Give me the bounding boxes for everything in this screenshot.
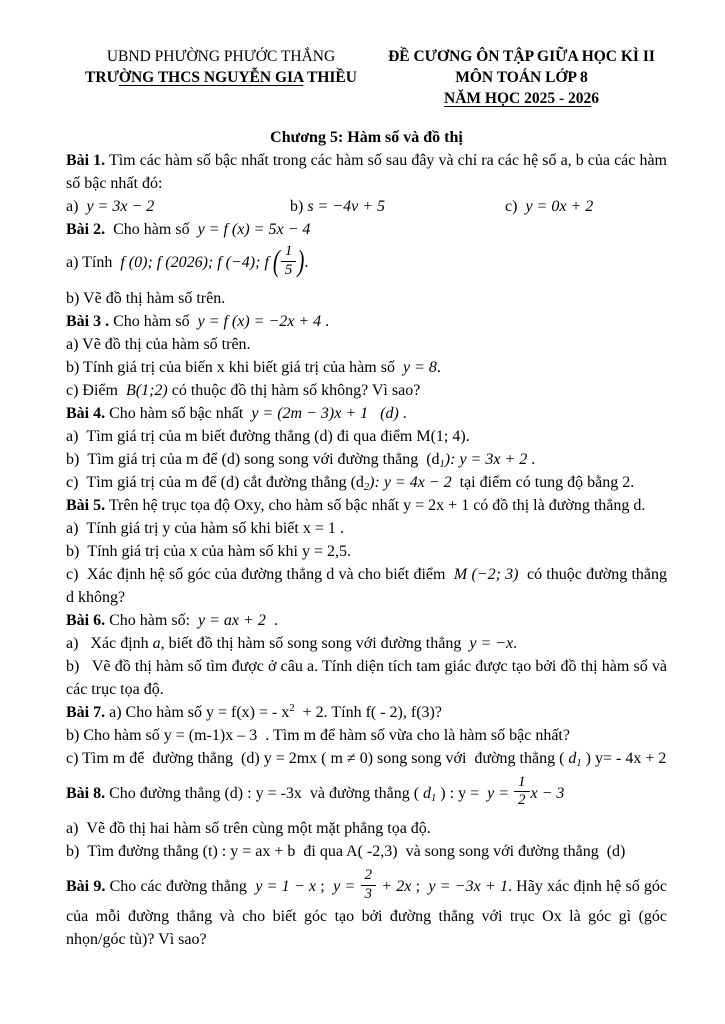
- exercise-1-text: Tìm các hàm số bậc nhất trong các hàm số sau đây và chỉ ra các hệ số a, b của các hàm số bậc nhất đó:: [66, 152, 667, 192]
- exercise-4-item-c: [66, 471, 667, 494]
- item-a-end: + 2. Tính f( - 2), f(3)?: [294, 703, 442, 721]
- item-c-end: ) y= - 4x + 2: [581, 749, 667, 767]
- item-b-formula: ): y = 3x + 2: [444, 450, 528, 468]
- item-a-text: a) Cho hàm số y = f(x) = - x: [105, 703, 290, 721]
- item-c-formula: ): y = 4x − 2: [369, 473, 452, 491]
- item-c-text: c) Xác định hệ số góc của đường thẳng d và cho biết điểm: [66, 565, 454, 583]
- fraction-numerator: 2: [361, 868, 377, 886]
- item-c-formula: y = 0x + 2: [525, 198, 594, 215]
- exercise-6-item-a: [66, 632, 667, 655]
- fraction-one-fifth: [281, 244, 297, 279]
- document-title-line3: [376, 88, 667, 109]
- exercise-7-label: Bài 7.: [66, 703, 106, 721]
- item-a-var: a: [152, 634, 161, 652]
- exercise-5-item-a: a) Tính giá trị y của hàm số khi biết x = 1 .: [66, 519, 344, 537]
- school-name-post: THIỀU: [303, 69, 357, 86]
- exercise-6-intro: Cho hàm số:: [105, 611, 199, 629]
- header-org-name: UBND PHƯỜNG PHƯỚC THẮNG: [106, 48, 336, 65]
- subscript-1: 1: [576, 757, 582, 769]
- fraction-numerator: 1: [281, 244, 297, 262]
- exercise-2-item-a: [66, 243, 667, 281]
- exercise-5: [66, 494, 667, 517]
- exercise-5-intro: Trên hệ trục tọa độ Oxy, cho hàm số bậc nhất y = 2x + 1 có đồ thị là đường thẳng d.: [105, 496, 646, 514]
- subscript-2: 2: [363, 481, 370, 493]
- item-a-formula: f (0); f (2026); f (−4); f: [120, 253, 273, 271]
- exercise-7-item-c: [66, 747, 667, 770]
- item-c-text: c) Tìm m để đường thẳng (d) y = 2mx ( m ≠ 0) song song với đường thẳng (: [66, 749, 569, 767]
- item-b-formula: s = −4v + 5: [307, 198, 386, 215]
- item-c-formula: B(1;2): [125, 381, 168, 399]
- exercise-3-formula: y = f (x) = −2x + 4: [197, 312, 322, 330]
- formula-post: x − 3: [530, 784, 565, 802]
- exercise-8-mid: ) : y =: [436, 784, 488, 802]
- item-b-text: b) Tìm giá trị của m để (d) song song với đường thẳng (d: [66, 450, 440, 468]
- school-year-underlined: NĂM HỌC 2025 - 202: [444, 90, 592, 107]
- item-c-end: có thuộc đồ thị hàm số không? Vì sao?: [167, 381, 421, 399]
- exercise-1-item-c: [505, 195, 667, 218]
- exercise-4-end: .: [398, 404, 407, 422]
- header-title-block: [376, 46, 667, 109]
- item-c-prefix: c): [505, 198, 526, 215]
- subscript-1: 1: [431, 792, 437, 804]
- fraction-denominator: 3: [364, 885, 372, 902]
- exercise-3-end: .: [321, 312, 330, 330]
- header-school-block: [66, 46, 376, 109]
- fraction-one-half: [514, 775, 530, 810]
- line-d-var: d: [423, 784, 432, 802]
- exercise-6-label: Bài 6.: [66, 611, 106, 629]
- item-a-formula: y = −x: [469, 634, 514, 652]
- formula-pre: y =: [487, 784, 513, 802]
- exercise-3-label: Bài 3 .: [66, 312, 110, 330]
- formula-1: y = 1 − x: [255, 877, 317, 895]
- formula-3: y = −3x + 1: [428, 877, 508, 895]
- exercise-2: [66, 218, 667, 241]
- item-c-text: c) Điểm: [66, 381, 126, 399]
- subscript-1: 1: [439, 458, 445, 470]
- exercise-2-formula: y = f (x) = 5x − 4: [197, 221, 311, 238]
- item-a-text: a) Tính: [66, 253, 121, 271]
- superscript-2: 2: [289, 702, 295, 714]
- document-header: [66, 46, 667, 109]
- exercise-3-item-a: a) Vẽ đồ thị của hàm số trên.: [66, 335, 251, 353]
- school-name-pre: TRƯ: [85, 69, 119, 86]
- exercise-7-item-b: b) Cho hàm số y = (m-1)x – 3 . Tìm m để hàm số vừa cho là hàm số bậc nhất?: [66, 726, 570, 744]
- item-a-end: .: [513, 634, 518, 652]
- exercise-8-label: Bài 8.: [66, 784, 106, 802]
- chapter-title: Chương 5: Hàm số và đồ thị: [270, 129, 463, 146]
- document-title-line1: ĐỀ CƯƠNG ÔN TẬP GIỮA HỌC KÌ II: [388, 48, 655, 65]
- exercise-4-intro: Cho hàm số bậc nhất: [105, 404, 252, 422]
- exercise-9-label: Bài 9.: [66, 877, 106, 895]
- item-b-formula: y = 8: [402, 358, 437, 376]
- school-year-post: 6: [591, 90, 599, 107]
- exercise-5-item-c: [66, 563, 667, 609]
- exercise-8-item-b: b) Tìm đường thẳng (t) : y = ax + b đi qua A( -2,3) và song song với đường thẳng (d): [66, 843, 626, 860]
- item-b-end: .: [527, 450, 536, 468]
- separator-2: ;: [411, 877, 429, 895]
- fraction-two-thirds: [361, 868, 377, 903]
- formula-2-post: + 2x: [377, 877, 412, 895]
- exercise-3-intro: Cho hàm số: [109, 312, 198, 330]
- exercise-9-intro: Cho các đường thẳng: [105, 877, 256, 895]
- exercise-1-item-b: [290, 195, 505, 218]
- exercise-4: [66, 402, 667, 425]
- school-name-underlined: ỜNG THCS NGUYỄN GIA: [118, 69, 304, 86]
- item-a-text: a) Xác định: [66, 634, 153, 652]
- exercise-2-item-b: b) Vẽ đồ thị hàm số trên.: [66, 289, 226, 307]
- header-school-name: [66, 67, 376, 88]
- exercise-4-item-a: a) Tìm giá trị của m biết đường thẳng (d) đi qua điểm M(1; 4).: [66, 427, 470, 445]
- exercise-5-label: Bài 5.: [66, 496, 106, 514]
- item-b-end: .: [436, 358, 441, 376]
- item-c-end: có thuộc đường thẳng d không?: [66, 565, 668, 606]
- item-a-mid: , biết đồ thị hàm số song song với đường thẳng: [160, 634, 470, 652]
- item-a-prefix: a): [66, 198, 87, 215]
- exercise-2-label: Bài 2.: [66, 221, 106, 238]
- exercise-6-formula: y = ax + 2: [198, 611, 266, 629]
- exercise-6-item-b: b) Vẽ đồ thị hàm số tìm được ở câu a. Tính diện tích tam giác được tạo bởi đồ thị hàm số và các trục tọa độ.: [66, 657, 667, 698]
- exercise-1-items: [66, 195, 667, 218]
- exercise-7: [66, 701, 667, 724]
- fraction-numerator: 1: [514, 775, 530, 793]
- exercise-4-label: Bài 4.: [66, 404, 106, 422]
- exercise-1-item-a: [66, 195, 290, 218]
- fraction-denominator: 5: [284, 261, 293, 278]
- exercise-3-item-b: [66, 356, 667, 379]
- exercise-3: [66, 310, 667, 333]
- item-b-text: b) Tính giá trị của biến x khi biết giá trị của hàm số: [66, 358, 403, 376]
- separator-1: ;: [316, 877, 334, 895]
- exercise-8-item-a: a) Vẽ đồ thị hai hàm số trên cùng một mặt phẳng tọa độ.: [66, 820, 431, 837]
- exercise-1: [66, 149, 667, 195]
- exercise-9: [66, 867, 668, 951]
- exercise-2-intro: Cho hàm số: [105, 221, 198, 238]
- fraction-denominator: 2: [518, 792, 526, 809]
- document-title-line2: MÔN TOÁN LỚP 8: [455, 69, 588, 86]
- item-b-prefix: b): [290, 198, 308, 215]
- right-paren: ): [297, 243, 305, 278]
- exercise-3-item-c: [66, 379, 667, 402]
- exercise-8-intro: Cho đường thẳng (d) : y = -3x và đường thẳng (: [105, 784, 424, 802]
- exercise-9-outro: . Hãy xác định hệ số góc của mỗi đường thẳng và cho biết góc tạo bởi đường thẳng với trục Ox là góc gì (góc nhọn/góc tù)? Vì sao?: [66, 877, 668, 948]
- exercise-8: [66, 773, 667, 812]
- left-paren: (: [272, 243, 280, 278]
- exercise-6-end: .: [265, 611, 278, 629]
- item-c-end: tại điểm có tung độ bằng 2.: [451, 473, 635, 491]
- exercise-4-item-b: [66, 448, 667, 471]
- item-a-formula: y = 3x − 2: [86, 198, 155, 215]
- item-c-var: d: [568, 749, 577, 767]
- exercise-6: [66, 609, 667, 632]
- exercise-1-label: Bài 1.: [66, 152, 106, 169]
- formula-2-pre: y =: [333, 877, 360, 895]
- item-a-end: .: [304, 253, 309, 271]
- item-c-formula: M (−2; 3): [453, 565, 519, 583]
- exercise-4-formula: y = (2m − 3)x + 1 (d): [251, 404, 399, 422]
- item-c-text: c) Tìm giá trị của m để (d) cắt đường thẳng (d: [66, 473, 364, 491]
- exercise-5-item-b: b) Tính giá trị của x của hàm số khi y = 2,5.: [66, 542, 351, 560]
